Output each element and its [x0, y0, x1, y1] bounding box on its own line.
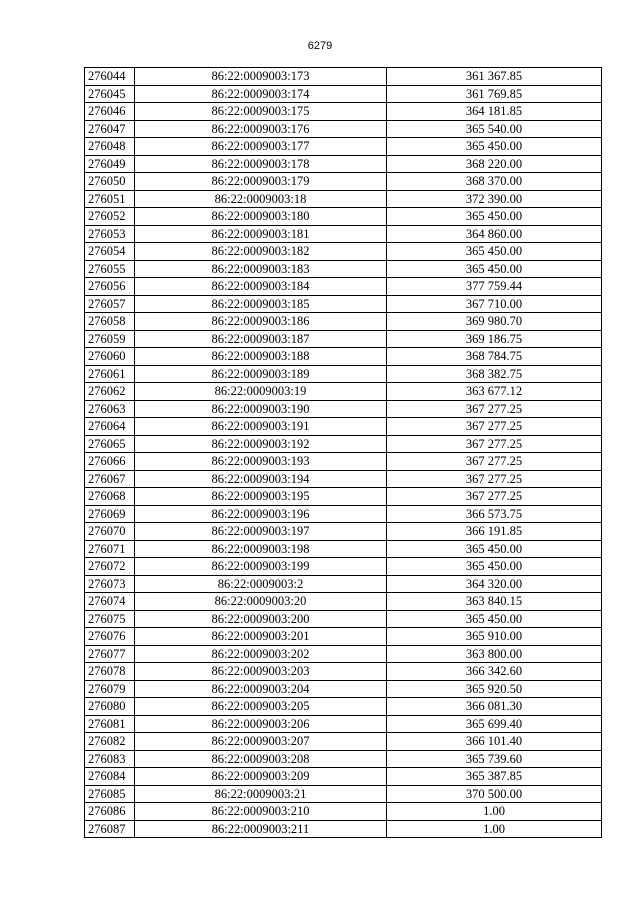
cadastral-value-cell: 1.00	[387, 820, 602, 838]
cadastral-number-cell: 86:22:0009003:177	[135, 138, 387, 156]
table-row	[85, 820, 602, 838]
row-number-cell: 276071	[85, 540, 135, 558]
row-number-cell: 276060	[85, 348, 135, 366]
table-row	[85, 103, 602, 121]
cadastral-value-cell: 365 920.50	[387, 680, 602, 698]
cadastral-value-cell: 364 860.00	[387, 225, 602, 243]
table-row	[85, 278, 602, 296]
table-row	[85, 575, 602, 593]
table-row	[85, 400, 602, 418]
row-number-cell: 276056	[85, 278, 135, 296]
cadastral-number-cell: 86:22:0009003:208	[135, 750, 387, 768]
table-row	[85, 663, 602, 681]
row-number-cell: 276057	[85, 295, 135, 313]
cadastral-number-cell: 86:22:0009003:180	[135, 208, 387, 226]
row-number-cell: 276045	[85, 85, 135, 103]
table-row	[85, 680, 602, 698]
row-number-cell: 276048	[85, 138, 135, 156]
table-row	[85, 610, 602, 628]
cadastral-value-cell: 366 573.75	[387, 505, 602, 523]
cadastral-value-cell: 365 739.60	[387, 750, 602, 768]
cadastral-number-cell: 86:22:0009003:201	[135, 628, 387, 646]
row-number-cell: 276066	[85, 453, 135, 471]
row-number-cell: 276077	[85, 645, 135, 663]
cadastral-number-cell: 86:22:0009003:21	[135, 785, 387, 803]
cadastral-number-cell: 86:22:0009003:173	[135, 68, 387, 86]
cadastral-number-cell: 86:22:0009003:207	[135, 733, 387, 751]
cadastral-value-cell: 364 181.85	[387, 103, 602, 121]
table-row	[85, 593, 602, 611]
table-row	[85, 715, 602, 733]
cadastral-number-cell: 86:22:0009003:193	[135, 453, 387, 471]
cadastral-value-cell: 365 450.00	[387, 540, 602, 558]
cadastral-value-cell: 363 840.15	[387, 593, 602, 611]
cadastral-number-cell: 86:22:0009003:190	[135, 400, 387, 418]
table-row	[85, 383, 602, 401]
cadastral-number-cell: 86:22:0009003:184	[135, 278, 387, 296]
table-row	[85, 330, 602, 348]
row-number-cell: 276086	[85, 803, 135, 821]
cadastral-number-cell: 86:22:0009003:192	[135, 435, 387, 453]
row-number-cell: 276065	[85, 435, 135, 453]
cadastral-value-cell: 365 450.00	[387, 260, 602, 278]
cadastral-value-cell: 365 450.00	[387, 243, 602, 261]
row-number-cell: 276070	[85, 523, 135, 541]
cadastral-value-cell: 367 277.25	[387, 400, 602, 418]
table-row	[85, 453, 602, 471]
table-row	[85, 173, 602, 191]
table-row	[85, 190, 602, 208]
cadastral-value-cell: 363 800.00	[387, 645, 602, 663]
row-number-cell: 276078	[85, 663, 135, 681]
cadastral-value-cell: 1.00	[387, 803, 602, 821]
table-row	[85, 68, 602, 86]
row-number-cell: 276049	[85, 155, 135, 173]
cadastral-number-cell: 86:22:0009003:189	[135, 365, 387, 383]
cadastral-number-cell: 86:22:0009003:181	[135, 225, 387, 243]
cadastral-value-cell: 370 500.00	[387, 785, 602, 803]
cadastral-number-cell: 86:22:0009003:191	[135, 418, 387, 436]
row-number-cell: 276062	[85, 383, 135, 401]
cadastral-number-cell: 86:22:0009003:186	[135, 313, 387, 331]
row-number-cell: 276074	[85, 593, 135, 611]
cadastral-value-cell: 366 101.40	[387, 733, 602, 751]
cadastral-value-cell: 361 367.85	[387, 68, 602, 86]
table-row	[85, 803, 602, 821]
registry-table-body	[85, 68, 602, 838]
cadastral-value-cell: 368 382.75	[387, 365, 602, 383]
row-number-cell: 276080	[85, 698, 135, 716]
cadastral-value-cell: 361 769.85	[387, 85, 602, 103]
cadastral-number-cell: 86:22:0009003:187	[135, 330, 387, 348]
row-number-cell: 276082	[85, 733, 135, 751]
table-row	[85, 505, 602, 523]
table-row	[85, 698, 602, 716]
cadastral-number-cell: 86:22:0009003:175	[135, 103, 387, 121]
table-row	[85, 225, 602, 243]
cadastral-number-cell: 86:22:0009003:176	[135, 120, 387, 138]
table-row	[85, 628, 602, 646]
cadastral-number-cell: 86:22:0009003:195	[135, 488, 387, 506]
page-number: 6279	[307, 40, 333, 52]
table-row	[85, 785, 602, 803]
cadastral-value-cell: 363 677.12	[387, 383, 602, 401]
row-number-cell: 276064	[85, 418, 135, 436]
cadastral-value-cell: 365 699.40	[387, 715, 602, 733]
row-number-cell: 276079	[85, 680, 135, 698]
table-row	[85, 365, 602, 383]
row-number-cell: 276063	[85, 400, 135, 418]
table-row	[85, 470, 602, 488]
cadastral-value-cell: 366 081.30	[387, 698, 602, 716]
cadastral-number-cell: 86:22:0009003:179	[135, 173, 387, 191]
row-number-cell: 276073	[85, 575, 135, 593]
cadastral-value-cell: 365 450.00	[387, 138, 602, 156]
cadastral-value-cell: 364 320.00	[387, 575, 602, 593]
row-number-cell: 276055	[85, 260, 135, 278]
cadastral-value-cell: 367 710.00	[387, 295, 602, 313]
cadastral-value-cell: 366 342.60	[387, 663, 602, 681]
cadastral-number-cell: 86:22:0009003:20	[135, 593, 387, 611]
cadastral-value-cell: 365 450.00	[387, 558, 602, 576]
cadastral-value-cell: 366 191.85	[387, 523, 602, 541]
row-number-cell: 276072	[85, 558, 135, 576]
row-number-cell: 276061	[85, 365, 135, 383]
cadastral-number-cell: 86:22:0009003:209	[135, 768, 387, 786]
cadastral-number-cell: 86:22:0009003:178	[135, 155, 387, 173]
cadastral-value-cell: 368 220.00	[387, 155, 602, 173]
table-row	[85, 243, 602, 261]
row-number-cell: 276047	[85, 120, 135, 138]
row-number-cell: 276046	[85, 103, 135, 121]
row-number-cell: 276052	[85, 208, 135, 226]
row-number-cell: 276053	[85, 225, 135, 243]
row-number-cell: 276084	[85, 768, 135, 786]
cadastral-number-cell: 86:22:0009003:206	[135, 715, 387, 733]
table-row	[85, 558, 602, 576]
cadastral-number-cell: 86:22:0009003:196	[135, 505, 387, 523]
cadastral-value-cell: 365 450.00	[387, 208, 602, 226]
registry-table	[84, 67, 602, 838]
table-row	[85, 435, 602, 453]
cadastral-number-cell: 86:22:0009003:183	[135, 260, 387, 278]
cadastral-value-cell: 367 277.25	[387, 470, 602, 488]
table-row	[85, 138, 602, 156]
table-row	[85, 768, 602, 786]
row-number-cell: 276069	[85, 505, 135, 523]
cadastral-value-cell: 369 980.70	[387, 313, 602, 331]
row-number-cell: 276044	[85, 68, 135, 86]
row-number-cell: 276058	[85, 313, 135, 331]
table-row	[85, 645, 602, 663]
table-row	[85, 208, 602, 226]
cadastral-number-cell: 86:22:0009003:204	[135, 680, 387, 698]
cadastral-number-cell: 86:22:0009003:194	[135, 470, 387, 488]
cadastral-number-cell: 86:22:0009003:2	[135, 575, 387, 593]
cadastral-value-cell: 368 784.75	[387, 348, 602, 366]
cadastral-value-cell: 367 277.25	[387, 418, 602, 436]
cadastral-number-cell: 86:22:0009003:202	[135, 645, 387, 663]
table-row	[85, 155, 602, 173]
cadastral-number-cell: 86:22:0009003:211	[135, 820, 387, 838]
table-row	[85, 488, 602, 506]
table-row	[85, 295, 602, 313]
cadastral-number-cell: 86:22:0009003:188	[135, 348, 387, 366]
cadastral-number-cell: 86:22:0009003:174	[135, 85, 387, 103]
cadastral-value-cell: 377 759.44	[387, 278, 602, 296]
cadastral-value-cell: 365 387.85	[387, 768, 602, 786]
row-number-cell: 276054	[85, 243, 135, 261]
table-row	[85, 418, 602, 436]
cadastral-value-cell: 367 277.25	[387, 435, 602, 453]
cadastral-number-cell: 86:22:0009003:200	[135, 610, 387, 628]
cadastral-number-cell: 86:22:0009003:185	[135, 295, 387, 313]
row-number-cell: 276075	[85, 610, 135, 628]
cadastral-value-cell: 369 186.75	[387, 330, 602, 348]
cadastral-value-cell: 367 277.25	[387, 453, 602, 471]
table-row	[85, 260, 602, 278]
cadastral-number-cell: 86:22:0009003:210	[135, 803, 387, 821]
row-number-cell: 276083	[85, 750, 135, 768]
table-row	[85, 313, 602, 331]
cadastral-value-cell: 365 540.00	[387, 120, 602, 138]
row-number-cell: 276059	[85, 330, 135, 348]
cadastral-value-cell: 365 450.00	[387, 610, 602, 628]
table-row	[85, 348, 602, 366]
table-row	[85, 750, 602, 768]
cadastral-value-cell: 368 370.00	[387, 173, 602, 191]
cadastral-number-cell: 86:22:0009003:203	[135, 663, 387, 681]
cadastral-number-cell: 86:22:0009003:18	[135, 190, 387, 208]
cadastral-number-cell: 86:22:0009003:199	[135, 558, 387, 576]
cadastral-value-cell: 372 390.00	[387, 190, 602, 208]
row-number-cell: 276081	[85, 715, 135, 733]
table-row	[85, 120, 602, 138]
table-row	[85, 523, 602, 541]
row-number-cell: 276085	[85, 785, 135, 803]
cadastral-number-cell: 86:22:0009003:182	[135, 243, 387, 261]
row-number-cell: 276067	[85, 470, 135, 488]
table-row	[85, 733, 602, 751]
row-number-cell: 276076	[85, 628, 135, 646]
table-row	[85, 85, 602, 103]
cadastral-number-cell: 86:22:0009003:19	[135, 383, 387, 401]
table-row	[85, 540, 602, 558]
cadastral-value-cell: 367 277.25	[387, 488, 602, 506]
cadastral-number-cell: 86:22:0009003:197	[135, 523, 387, 541]
row-number-cell: 276068	[85, 488, 135, 506]
row-number-cell: 276050	[85, 173, 135, 191]
row-number-cell: 276087	[85, 820, 135, 838]
cadastral-value-cell: 365 910.00	[387, 628, 602, 646]
cadastral-number-cell: 86:22:0009003:205	[135, 698, 387, 716]
cadastral-number-cell: 86:22:0009003:198	[135, 540, 387, 558]
row-number-cell: 276051	[85, 190, 135, 208]
